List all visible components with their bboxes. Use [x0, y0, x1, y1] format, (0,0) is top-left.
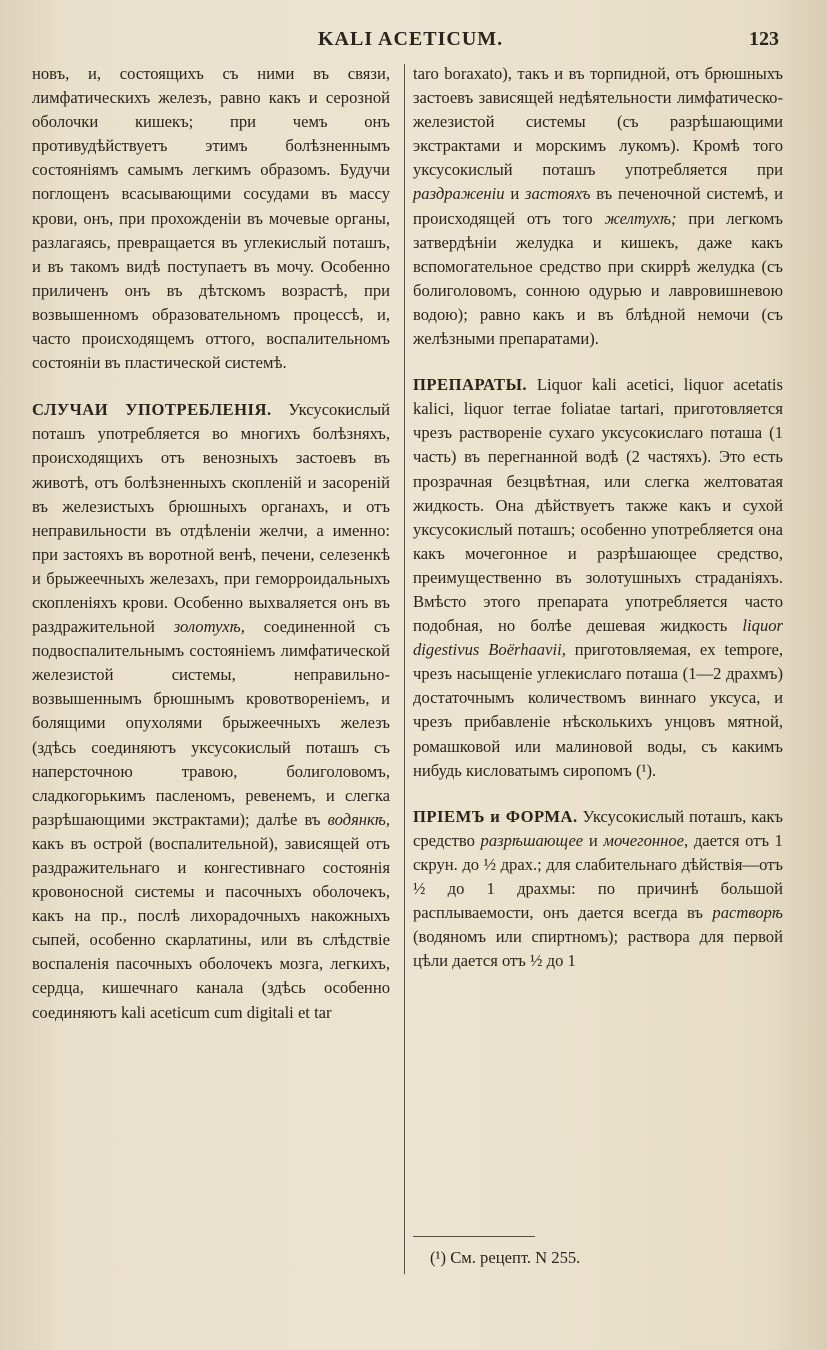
left-column [32, 62, 390, 1025]
right-paragraph-2 [413, 373, 783, 783]
right-p2-italic-1: liquor digestivus Boërhaavii, [413, 616, 783, 660]
right-p2-text-b: приготовляемая, ex tempore, чрезъ насыщеніе углекислаго поташа (1—2 драхмъ) достаточнымъ количествомъ виннаго уксуса, и чрезъ прибавленіе нѣсколькихъ унцовъ мятной, ромашковой или малиновой воды, съ какимъ нибудь кисловатымъ сиропомъ (¹). [413, 640, 783, 780]
left-p2-text-c: какъ въ острой (воспалительной), зависящей отъ раздражительнаго и конгестивнаго состоянія кровоносной системы и пасочныхъ оболочекъ, какъ на пр., послѣ лихорадочныхъ накожныхъ сыпей, особенно скарлатины, или въ слѣдствіе воспаленія пасочныхъ оболочекъ мозга, легкихъ, сердца, кишечнаго канала (здѣсь особенно соединяютъ kali aceticum cum digitali et tar [32, 833, 390, 1022]
left-paragraph-1 [32, 62, 390, 375]
footnote-text: См. рецепт. N 255. [450, 1248, 581, 1267]
right-p1-italic-3: желтухѣ; [604, 208, 677, 228]
right-column [413, 62, 783, 973]
right-p1-text-b: и [510, 184, 520, 204]
running-head-title: KALI ACETICUM. [318, 28, 504, 50]
section-heading-dosage: ПРІЕМЪ и ФОРМА. [413, 806, 578, 826]
footnote-rule [413, 1236, 535, 1237]
footnote [430, 1246, 580, 1270]
left-p1-text: новъ, и, состоящихъ съ ними въ связи, лимфатическихъ железъ, равно какъ и серозной оболочки кишекъ; при чемъ онъ противудѣйствуетъ этимъ болѣзненнымъ состояніямъ самымъ легкимъ образомъ. Будучи поглощенъ всасывающими сосудами въ массу крови, онъ, при прохожденіи въ мочевые органы, разлагаясь, превращается въ углекислый поташъ, и въ такомъ видѣ поступаетъ въ мочу. Особенно приличенъ онъ въ дѣтскомъ возрастѣ, при возвышенномъ образовательномъ процессѣ, и, часто происходящемъ оттого, воспалительномъ состояніи въ пластической системѣ. [32, 64, 390, 373]
running-head [0, 28, 827, 54]
left-p2-text-b: соединенной съ подвоспалительнымъ состояніемъ лимфатической железистой системы, неправильно-возвышеннымъ брюшнымъ кровотвореніемъ, и болящими опухолями брыжеечныхъ железъ (здѣсь соединяютъ уксусокислый поташъ съ наперсточною травою, болиголовомъ, сладкогорькимъ пасленомъ, ревенемъ, и слегка разрѣшающими экстрактами); далѣе въ [32, 617, 390, 829]
right-p3-text-d: (водяномъ или спиртномъ); раствора для первой цѣли дается отъ ½ до 1 [413, 927, 783, 971]
right-p1-text-c: въ печеночной системѣ, и происходящей отъ того [413, 184, 783, 228]
right-p2-text-a: Liquor kali acetici, liquor acetatis kalici, liquor terrae foliatae tartari, приготовляется чрезъ раствореніе сухаго уксусокислаго поташа (1 часть) въ перегнанной водѣ (2 частяхъ). Это есть прозрачная безцвѣтная, или слегка желтоватая жидкость. Она дѣйствуетъ также какъ и сухой уксусокислый поташъ; особенно употребляется она какъ мочегонное и разрѣшающее средство, преимущественно въ золотушныхъ страданіяхъ. Вмѣсто этого препарата употребляется часто подобная, но болѣе дешевая жидкость [413, 375, 783, 636]
right-p1-italic-1: раздраженіи [413, 184, 505, 204]
right-p3-text-a: Уксусокислый поташъ, какъ средство [413, 806, 783, 850]
right-p1-text-a: taro boraxato), такъ и въ торпидной, отъ брюшныхъ застоевъ зависящей недѣятельности лимфатическо-железистой системы (съ разрѣшающими экстрактами и морскимъ лукомъ). Кромѣ того уксусокислый поташъ употребляется при [413, 64, 783, 180]
footnote-mark: (¹) [430, 1248, 447, 1267]
right-p1-text-d: при легкомъ затвердѣніи желудка и кишекъ, даже какъ вспомогательное средство при скиррѣ желудка (съ болиголовомъ, сонною одурью и лавровишневою водою); равно какъ и въ блѣдной немочи (съ желѣзными препаратами). [413, 208, 783, 349]
right-p3-italic-3: растворѣ [712, 903, 783, 923]
right-paragraph-3 [413, 805, 783, 974]
section-heading-cases: СЛУЧАИ УПОТРЕБЛЕНІЯ. [32, 400, 272, 420]
section-heading-preparations: ПРЕПАРАТЫ. [413, 375, 528, 395]
right-p3-italic-1: разрѣшающее [480, 830, 584, 850]
left-paragraph-2 [32, 398, 390, 1024]
right-p3-italic-2: мочегонное, [603, 830, 689, 850]
page-number: 123 [749, 28, 779, 50]
right-paragraph-1 [413, 62, 783, 351]
left-p2-text-a: Уксусокислый поташъ употребляется во многихъ болѣзняхъ, происходящихъ отъ венозныхъ застоевъ въ животѣ, отъ болѣзненныхъ скопленій и засореній въ железистыхъ брюшныхъ органахъ, и отъ неправильности въ отдѣленіи желчи, а именно: при застояхъ въ воротной венѣ, печени, селезенкѣ и брыжеечныхъ железахъ, при геморроидальныхъ скопленіяхъ крови. Особенно выхваляется онъ въ раздражительной [32, 400, 390, 637]
left-p2-italic-1: золотухѣ, [173, 617, 245, 637]
right-p3-text-c: дается отъ 1 скрун. до ½ драх.; для слабительнаго дѣйствія—отъ ½ до 1 драхмы: по причинѣ большой расплываемости, онъ дается всегда въ [413, 830, 783, 923]
right-p3-text-b: и [588, 830, 598, 850]
right-p1-italic-2: застояхъ [524, 184, 591, 204]
left-p2-italic-2: водянкѣ, [327, 809, 391, 829]
column-divider [404, 64, 405, 1274]
